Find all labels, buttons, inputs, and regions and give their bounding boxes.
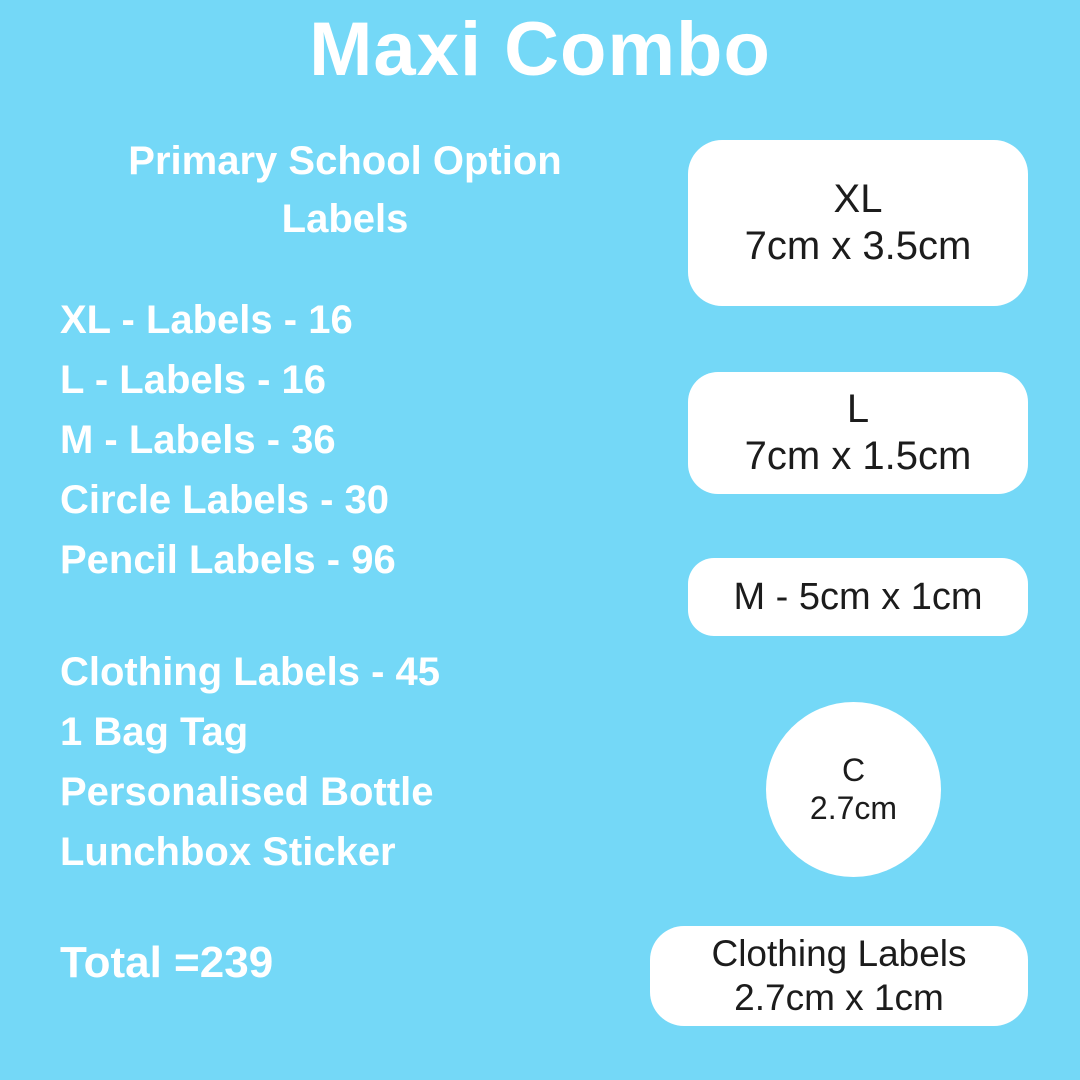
label-sample-circle-size: 2.7cm xyxy=(809,789,898,826)
list-item: Circle Labels - 30 xyxy=(60,478,390,522)
extras-list xyxy=(60,642,660,882)
list-item: Pencil Labels - 96 xyxy=(60,538,396,582)
list-item: Clothing Labels - 45 xyxy=(60,650,441,694)
page-title: Maxi Combo xyxy=(309,7,771,92)
list-item: XL - Labels - 16 xyxy=(60,298,353,342)
subtitle-line-2: Labels xyxy=(281,197,409,241)
subtitle-line-1: Primary School Option xyxy=(128,139,562,183)
list-item: M - Labels - 36 xyxy=(60,418,336,462)
label-sample-circle-name: C xyxy=(841,751,866,788)
subtitle xyxy=(60,132,660,248)
label-counts-list xyxy=(60,290,660,590)
label-sample-xl-size: 7cm x 3.5cm xyxy=(744,224,972,268)
total-label: Total =239 xyxy=(60,938,274,987)
list-item: 1 Bag Tag xyxy=(60,710,249,754)
left-content-column xyxy=(60,132,660,988)
label-sample-m-text: M - 5cm x 1cm xyxy=(733,575,983,618)
label-sample-clothing xyxy=(650,926,1028,1026)
label-sample-l-size: 7cm x 1.5cm xyxy=(744,434,972,478)
label-sample-l xyxy=(688,372,1028,494)
list-spacer xyxy=(60,590,660,642)
label-sample-xl-name: XL xyxy=(833,176,883,221)
list-item: Personalised Bottle xyxy=(60,770,434,814)
list-item: L - Labels - 16 xyxy=(60,358,327,402)
label-sample-xl xyxy=(688,140,1028,306)
label-sample-circle xyxy=(766,702,941,877)
label-sample-m xyxy=(688,558,1028,636)
label-sample-clothing-size: 2.7cm x 1cm xyxy=(734,977,944,1018)
label-sample-l-name: L xyxy=(846,386,870,431)
list-item: Lunchbox Sticker xyxy=(60,830,396,874)
label-sample-clothing-name: Clothing Labels xyxy=(711,933,967,975)
